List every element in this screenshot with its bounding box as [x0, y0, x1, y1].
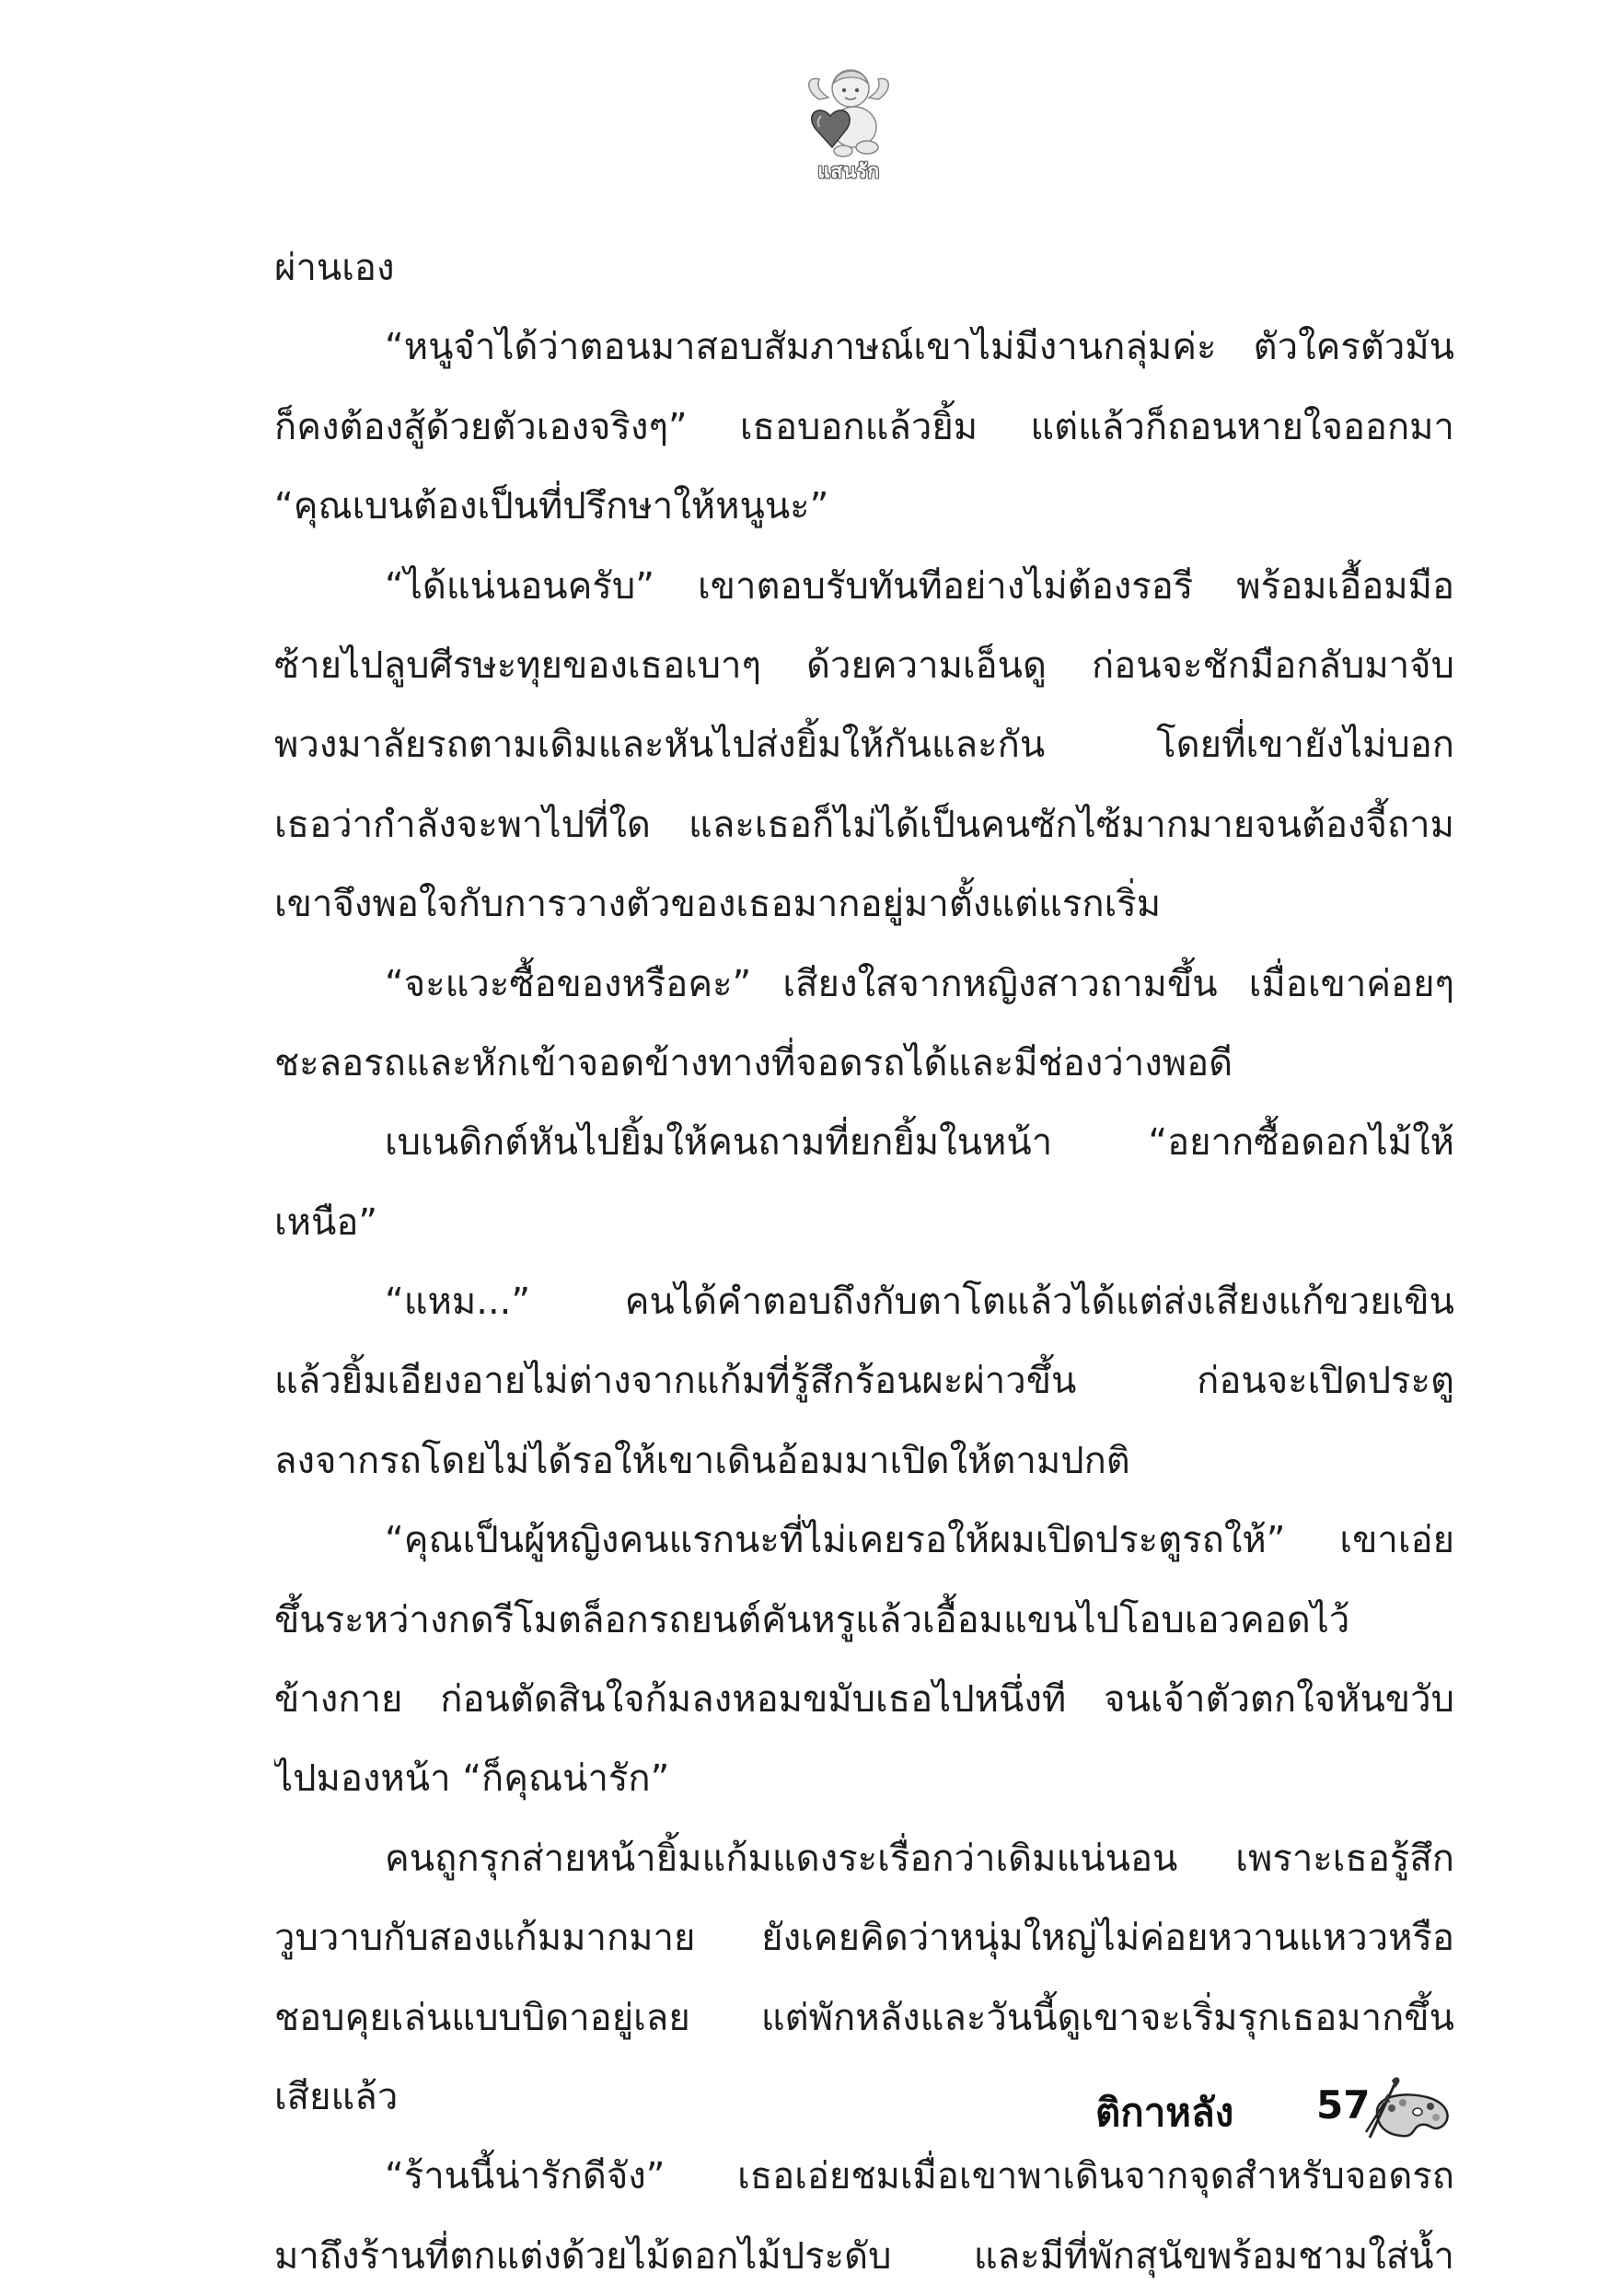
text-line: พวงมาลัยรถตามเดิมและหันไปส่งยิ้มให้กันและกัน โดยที่เขายังไม่บอก	[274, 724, 1454, 767]
text-line: ชอบคุยเล่นแบบบิดาอยู่เลย แต่พักหลังและวันนี้ดูเขาจะเริ่มรุกเธอมากขึ้น	[274, 1996, 1454, 2039]
text-line: “คุณเบนต้องเป็นที่ปรึกษาให้หนูนะ”	[274, 485, 829, 528]
text-line: “จะแวะซื้อของหรือคะ” เสียงใสจากหญิงสาวถามขึ้น เมื่อเขาค่อยๆ	[385, 962, 1454, 1005]
page-number: 57	[1316, 2082, 1371, 2128]
header-logo	[803, 63, 895, 190]
text-line: เขาจึงพอใจกับการวางตัวของเธอมากอยู่มาตั้งแต่แรกเริ่ม	[274, 883, 1162, 926]
text-line: เหนือ”	[274, 1200, 378, 1244]
text-line: “คุณเป็นผู้หญิงคนแรกนะที่ไม่เคยรอให้ผมเปิดประตูรถให้” เขาเอ่ย	[385, 1519, 1454, 1562]
text-line: ชะลอรถและหักเข้าจอดข้างทางที่จอดรถได้และมีช่องว่างพอดี	[274, 1041, 1233, 1084]
text-line: ไปมองหน้า “ก็คุณน่ารัก”	[274, 1757, 670, 1801]
text-line: คนถูกรุกส่ายหน้ายิ้มแก้มแดงระเรื่อกว่าเดิมแน่นอน เพราะเธอรู้สึก	[385, 1837, 1454, 1880]
text-line: เบเนดิกต์หันไปยิ้มให้คนถามที่ยกยิ้มในหน้า “อยากซื้อดอกไม้ให้	[385, 1121, 1454, 1165]
text-line: “แหม...” คนได้คำตอบถึงกับตาโตแล้วได้แต่ส่งเสียงแก้ขวยเขิน	[385, 1281, 1454, 1324]
page-body	[274, 228, 1454, 2296]
text-line: เสียแล้ว	[274, 2075, 399, 2118]
logo-text: แสนรัก	[817, 160, 880, 182]
text-line: ขึ้นระหว่างกดรีโมตล็อกรถยนต์คันหรูแล้วเอื้อมแขนไปโอบเอวคอดไว้	[274, 1598, 1350, 1641]
text-line: เธอว่ากำลังจะพาไปที่ใด และเธอก็ไม่ได้เป็นคนซักไซ้มากมายจนต้องจี้ถาม	[274, 803, 1454, 846]
text-line: ซ้ายไปลูบศีรษะทุยของเธอเบาๆ ด้วยความเอ็นดู ก่อนจะชักมือกลับมาจับ	[274, 644, 1454, 687]
text-line: ผ่านเอง	[274, 247, 395, 289]
page-footer	[1095, 2075, 1464, 2149]
running-title: ติกาหลัง	[1095, 2090, 1234, 2135]
text-line: วูบวาบกับสองแก้มมากมาย ยังเคยคิดว่าหนุ่มใหญ่ไม่ค่อยหวานแหววหรือ	[274, 1917, 1454, 1960]
text-line: แล้วยิ้มเอียงอายไม่ต่างจากแก้มที่รู้สึกร้อนผะผ่าวขึ้น ก่อนจะเปิดประตู	[274, 1360, 1454, 1403]
text-line: ลงจากรถโดยไม่ได้รอให้เขาเดินอ้อมมาเปิดให้ตามปกติ	[274, 1439, 1130, 1482]
text-line: มาถึงร้านที่ตกแต่งด้วยไม้ดอกไม้ประดับ และมีที่พักสุนัขพร้อมชามใส่น้ำ	[274, 2234, 1454, 2278]
text-line: ก็คงต้องสู้ด้วยตัวเองจริงๆ” เธอบอกแล้วยิ้ม แต่แล้วก็ถอนหายใจออกมา	[274, 405, 1454, 448]
text-line: “หนูจำได้ว่าตอนมาสอบสัมภาษณ์เขาไม่มีงานกลุ่มค่ะ ตัวใครตัวมัน	[385, 326, 1454, 369]
text-line: ข้างกาย ก่อนตัดสินใจก้มลงหอมขมับเธอไปหนึ่งที จนเจ้าตัวตกใจหันขวับ	[274, 1678, 1454, 1722]
text-line: “ร้านนี้น่ารักดีจัง” เธอเอ่ยชมเมื่อเขาพาเดินจากจุดสำหรับจอดรถ	[385, 2155, 1454, 2198]
paint-palette-icon	[1364, 2075, 1456, 2141]
text-line: “ได้แน่นอนครับ” เขาตอบรับทันทีอย่างไม่ต้องรอรี พร้อมเอื้อมมือ	[385, 564, 1454, 608]
